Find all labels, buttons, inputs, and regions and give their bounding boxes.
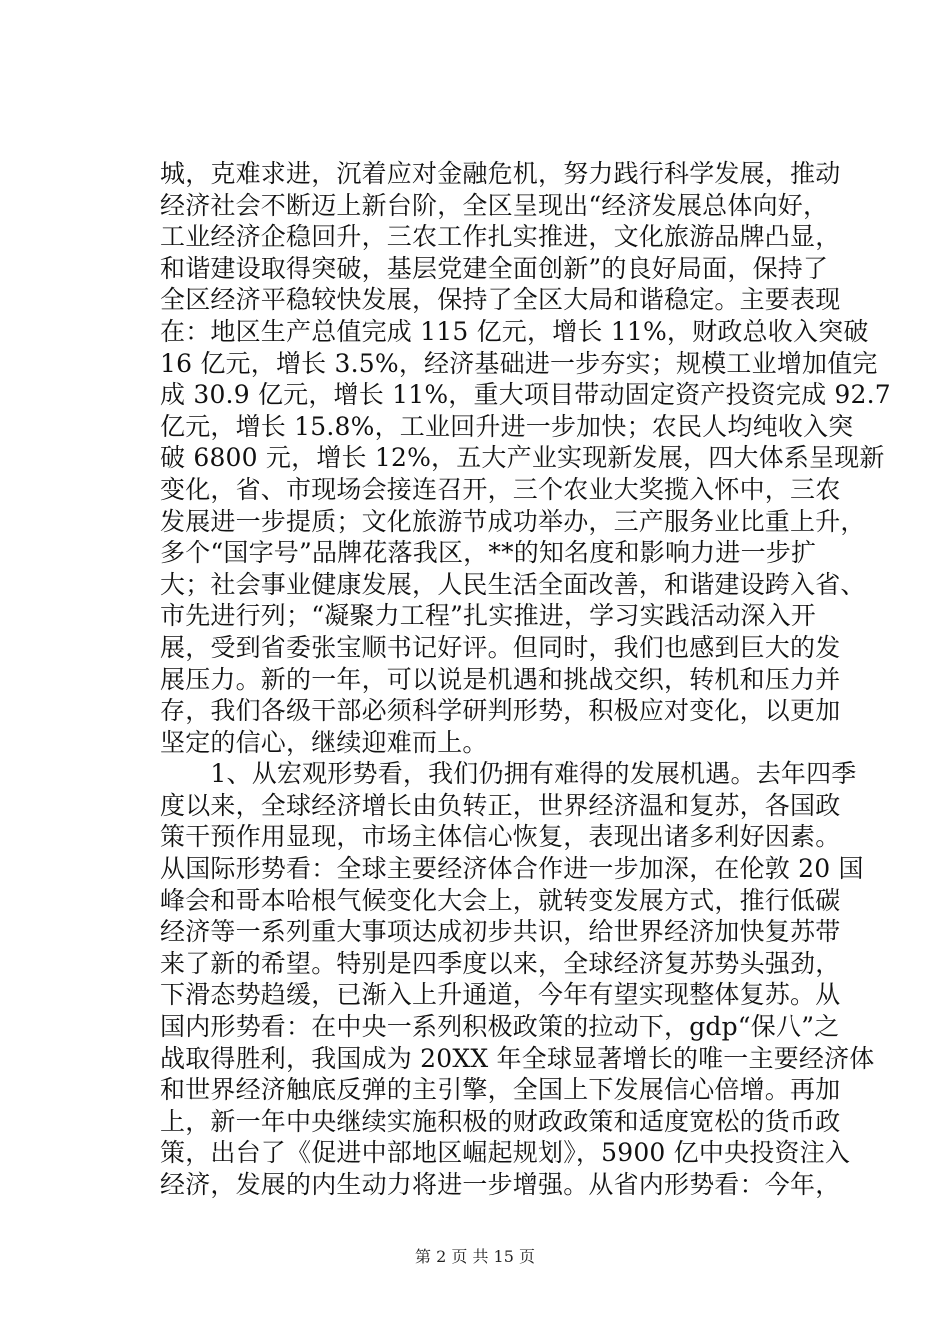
text-line: 和谐建设取得突破，基层党建全面创新”的良好局面，保持了 — [160, 253, 829, 283]
text-line: 经济社会不断迈上新台阶，全区呈现出“经济发展总体向好， — [160, 190, 829, 220]
text-line: 市先进行列；“凝聚力工程”扎实推进，学习实践活动深入开 — [160, 601, 816, 631]
text-line: 发展进一步提质；文化旅游节成功举办，三产服务业比重上升， — [160, 506, 866, 536]
text-line: 和世界经济触底反弹的主引擎，全国上下发展信心倍增。再加 — [160, 1075, 841, 1105]
text-line: 下滑态势趋缓，已渐入上升通道，今年有望实现整体复苏。从 — [160, 980, 841, 1010]
text-line: 坚定的信心，继续迎难而上。 — [160, 727, 488, 757]
text-line: 经济，发展的内生动力将进一步增强。从省内形势看：今年， — [160, 1170, 841, 1199]
page-footer: 第 2 页 共 15 页 — [415, 1247, 535, 1266]
text-line: 城，克难求进，沉着应对金融危机，努力践行科学发展，推动 — [160, 159, 841, 188]
text-line: 全区经济平稳较快发展，保持了全区大局和谐稳定。主要表现 — [160, 285, 841, 315]
text-line: 来了新的希望。特别是四季度以来，全球经济复苏势头强劲， — [160, 948, 841, 978]
text-line: 峰会和哥本哈根气候变化大会上，就转变发展方式，推行低碳 — [160, 885, 841, 915]
text-line: 度以来，全球经济增长由负转正，世界经济温和复苏，各国政 — [160, 790, 841, 820]
text-line: 存，我们各级干部必须科学研判形势，积极应对变化，以更加 — [160, 696, 841, 726]
text-line: 变化，省、市现场会接连召开，三个农业大奖揽入怀中，三农 — [160, 474, 841, 504]
text-line: 战取得胜利，我国成为 20XX 年全球显著增长的唯一主要经济体 — [160, 1043, 875, 1073]
text-line: 在：地区生产总值完成 115 亿元，增长 11%，财政总收入突破 — [160, 316, 869, 346]
body-text — [160, 158, 891, 1201]
text-line: 破 6800 元，增长 12%，五大产业实现新发展，四大体系呈现新 — [160, 443, 885, 473]
text-line: 经济等一系列重大事项达成初步共识，给世界经济加快复苏带 — [160, 917, 841, 947]
text-line: 策，出台了《促进中部地区崛起规划》，5900 亿中央投资注入 — [160, 1138, 851, 1168]
text-line: 亿元，增长 15.8%，工业回升进一步加快；农民人均纯收入突 — [160, 411, 854, 441]
text-line: 上，新一年中央继续实施积极的财政政策和适度宽松的货币政 — [160, 1106, 841, 1136]
text-line: 展，受到省委张宝顺书记好评。但同时，我们也感到巨大的发 — [160, 632, 841, 662]
text-line: 工业经济企稳回升，三农工作扎实推进，文化旅游品牌凸显， — [160, 222, 841, 252]
text-line: 成 30.9 亿元，增长 11%，重大项目带动固定资产投资完成 92.7 — [160, 380, 891, 410]
text-line: 多个“国字号”品牌花落我区，**的知名度和影响力进一步扩 — [160, 538, 817, 568]
text-line: 国内形势看：在中央一系列积极政策的拉动下，gdp“保八”之 — [160, 1012, 840, 1042]
text-line: 策干预作用显现，市场主体信心恢复，表现出诸多利好因素。 — [160, 822, 841, 852]
text-line: 16 亿元，增长 3.5%，经济基础进一步夯实；规模工业增加值完 — [160, 348, 878, 378]
text-line: 大；社会事业健康发展，人民生活全面改善，和谐建设跨入省、 — [160, 569, 866, 599]
text-line: 展压力。新的一年，可以说是机遇和挑战交织，转机和压力并 — [160, 664, 841, 694]
text-line: 1、从宏观形势看，我们仍拥有难得的发展机遇。去年四季 — [160, 759, 857, 789]
text-line: 从国际形势看：全球主要经济体合作进一步加深，在伦敦 20 国 — [160, 854, 864, 884]
